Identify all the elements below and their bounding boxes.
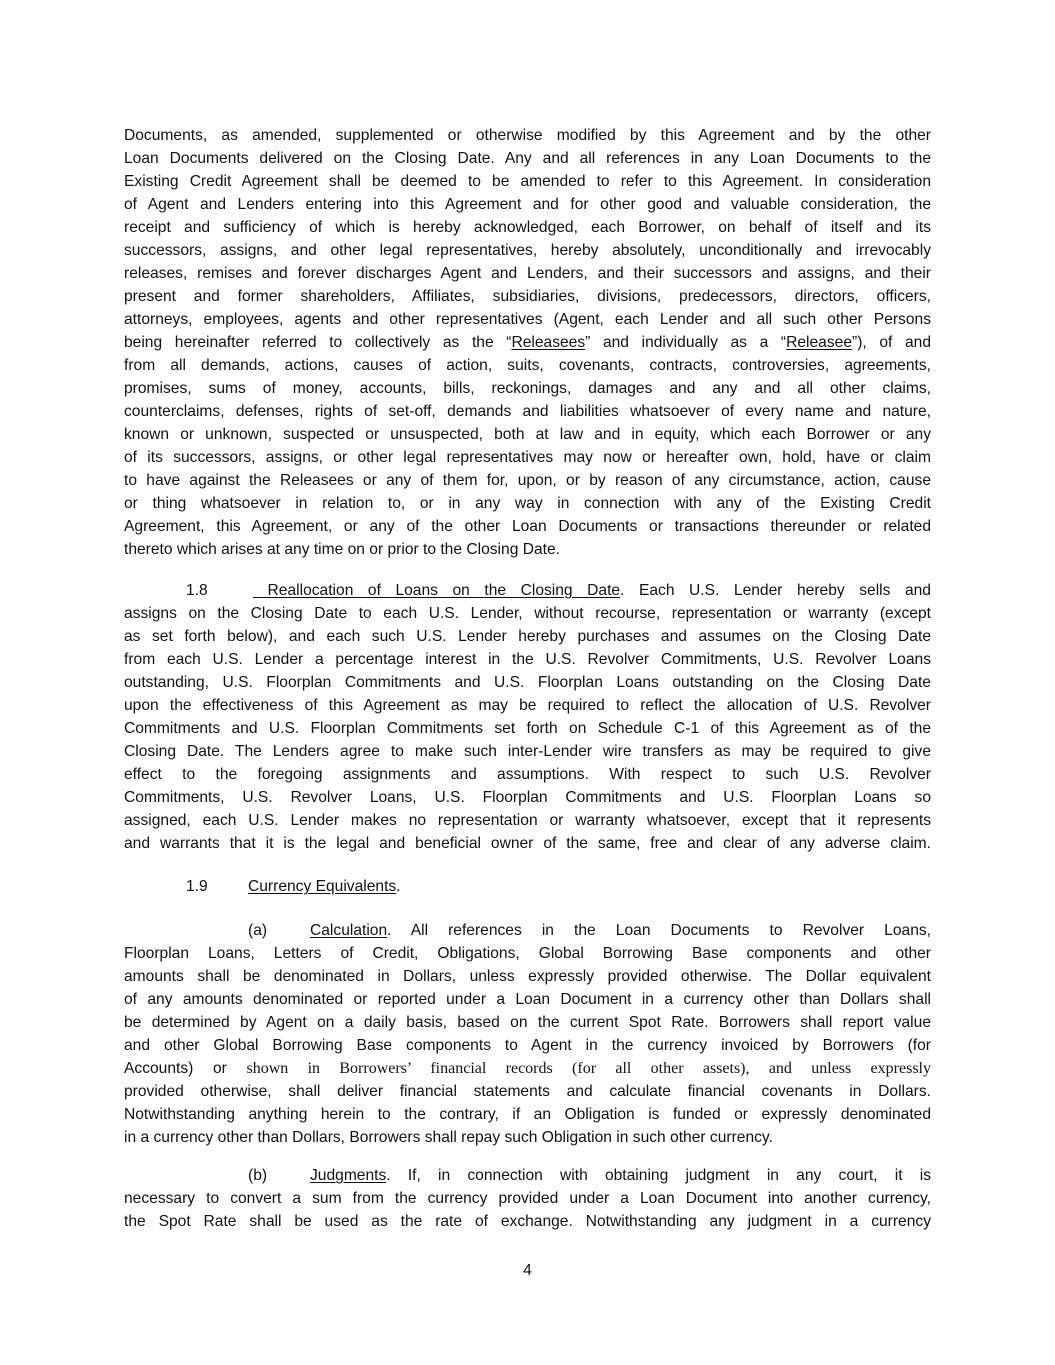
text-line: Floorplan Loans, Letters of Credit, Obligations, Global Borrowing Base components and other [124, 945, 931, 962]
text-segment: being hereinafter referred to collectively as the “ [124, 334, 512, 351]
text-line [124, 1164, 931, 1187]
text-line: of Agent and Lenders entering into this Agreement and for other good and valuable consideration, the [124, 196, 931, 213]
text-line: Loan Documents delivered on the Closing Date. Any and all references in any Loan Documents to the [124, 150, 931, 167]
section-number: 1.9 [186, 878, 208, 895]
defined-term-heading: Reallocation of Loans on the Closing Date [253, 582, 621, 599]
section-number: (a) [248, 922, 268, 939]
section-number: 1.8 [186, 582, 208, 599]
text-line: attorneys, employees, agents and other representatives (Agent, each Lender and all such other Persons [124, 311, 931, 328]
text-line: or thing whatsoever in relation to, or in any way in connection with any of the Existing Credit [124, 495, 931, 512]
section-1-9-b-judgments [124, 1164, 931, 1233]
text-line: Closing Date. The Lenders agree to make such inter-Lender wire transfers as may be required to give [124, 743, 931, 760]
text-line: from all demands, actions, causes of action, suits, covenants, contracts, controversies, agreements, [124, 357, 931, 374]
text-line: in a currency other than Dollars, Borrowers shall repay such Obligation in such other currency. [124, 1129, 773, 1146]
section-1-9-heading [124, 875, 931, 898]
text-line: assigned, each U.S. Lender makes no representation or warranty whatsoever, except that it represents [124, 812, 931, 829]
text-line: Commitments, U.S. Revolver Loans, U.S. Floorplan Commitments and U.S. Floorplan Loans so [124, 789, 931, 806]
page-number: 4 [523, 1262, 532, 1279]
text-segment: ”), of and [852, 334, 931, 351]
text-segment: ” and individually as a “ [585, 334, 787, 351]
text-line: necessary to convert a sum from the currency provided under a Loan Document into another currency, [124, 1190, 931, 1207]
text-line [124, 331, 931, 354]
text-line: upon the effectiveness of this Agreement as may be required to reflect the allocation of U.S. Revolver [124, 697, 931, 714]
section-1-9-a-calculation [124, 919, 931, 1149]
text-line [124, 579, 931, 602]
text-line: of any amounts denominated or reported under a Loan Document in a currency other than Dollars shall [124, 991, 931, 1008]
text-line: Agreement, this Agreement, or any of the other Loan Documents or transactions thereunder or related [124, 518, 931, 535]
defined-term-heading: Currency Equivalents [248, 878, 397, 895]
text-segment: . If, in connection with obtaining judgment in any court, it is [386, 1167, 931, 1184]
text-line: promises, sums of money, accounts, bills, reckonings, damages and any and all other claims, [124, 380, 931, 397]
text-segment: . [396, 878, 401, 895]
text-segment: . Each U.S. Lender hereby sells and [620, 582, 931, 599]
text-line: counterclaims, defenses, rights of set-off, demands and liabilities whatsoever of every name and nature, [124, 403, 931, 420]
text-line: successors, assigns, and other legal representatives, hereby absolutely, unconditionally and irrevocably [124, 242, 931, 259]
text-segment: Accounts) or [124, 1060, 247, 1077]
text-line: assigns on the Closing Date to each U.S. Lender, without recourse, representation or warranty (except [124, 605, 931, 622]
text-line: Existing Credit Agreement shall be deemed to be amended to refer to this Agreement. In consideration [124, 173, 931, 190]
text-line: effect to the foregoing assignments and assumptions. With respect to such U.S. Revolver [124, 766, 931, 783]
text-line: as set forth below), and each such U.S. Lender hereby purchases and assumes on the Closing Date [124, 628, 931, 645]
text-line: Notwithstanding anything herein to the contrary, if an Obligation is funded or expressly denominated [124, 1106, 931, 1123]
text-line: Documents, as amended, supplemented or otherwise modified by this Agreement and by the other [124, 127, 931, 144]
defined-term-heading: Calculation [310, 922, 388, 939]
text-line: from each U.S. Lender a percentage interest in the U.S. Revolver Commitments, U.S. Revolver Loans [124, 651, 931, 668]
text-line: be determined by Agent on a daily basis, based on the current Spot Rate. Borrowers shall report value [124, 1014, 931, 1031]
text-line: thereto which arises at any time on or prior to the Closing Date. [124, 541, 560, 558]
text-line: amounts shall be denominated in Dollars, unless expressly provided otherwise. The Dollar equivalent [124, 968, 931, 985]
text-segment: . All references in the Loan Documents to Revolver Loans, [387, 922, 931, 939]
text-line [124, 875, 931, 898]
text-line [124, 1057, 931, 1080]
release-paragraph [124, 124, 931, 561]
defined-term-heading: Releasees [511, 334, 586, 351]
text-line: present and former shareholders, Affiliates, subsidiaries, divisions, predecessors, directors, officers, [124, 288, 931, 305]
defined-term-heading: Judgments [310, 1167, 387, 1184]
text-line: Commitments and U.S. Floorplan Commitments set forth on Schedule C-1 of this Agreement as of the [124, 720, 931, 737]
text-line: releases, remises and forever discharges Agent and Lenders, and their successors and assigns, and their [124, 265, 931, 282]
text-segment: shown in Borrowers’ financial records (for all other assets), and unless expressly [246, 1060, 931, 1077]
defined-term-heading: Releasee [786, 334, 852, 351]
text-line: outstanding, U.S. Floorplan Commitments and U.S. Floorplan Loans outstanding on the Closing Date [124, 674, 931, 691]
text-line: to have against the Releasees or any of them for, upon, or by reason of any circumstance, action, cause [124, 472, 931, 489]
text-line: provided otherwise, shall deliver financial statements and calculate financial covenants in Dollars. [124, 1083, 931, 1100]
text-line: the Spot Rate shall be used as the rate of exchange. Notwithstanding any judgment in a currency [124, 1213, 931, 1230]
section-1-8-reallocation [124, 579, 931, 855]
text-line [124, 919, 931, 942]
text-line: and other Global Borrowing Base components to Agent in the currency invoiced by Borrowers (for [124, 1037, 931, 1054]
text-line: and warrants that it is the legal and beneficial owner of the same, free and clear of any adverse claim. [124, 835, 931, 852]
text-line: of its successors, assigns, or other legal representatives may now or hereafter own, hold, have or claim [124, 449, 931, 466]
text-line: known or unknown, suspected or unsuspected, both at law and in equity, which each Borrower or any [124, 426, 931, 443]
section-number: (b) [248, 1167, 268, 1184]
text-line: receipt and sufficiency of which is hereby acknowledged, each Borrower, on behalf of itself and its [124, 219, 931, 236]
